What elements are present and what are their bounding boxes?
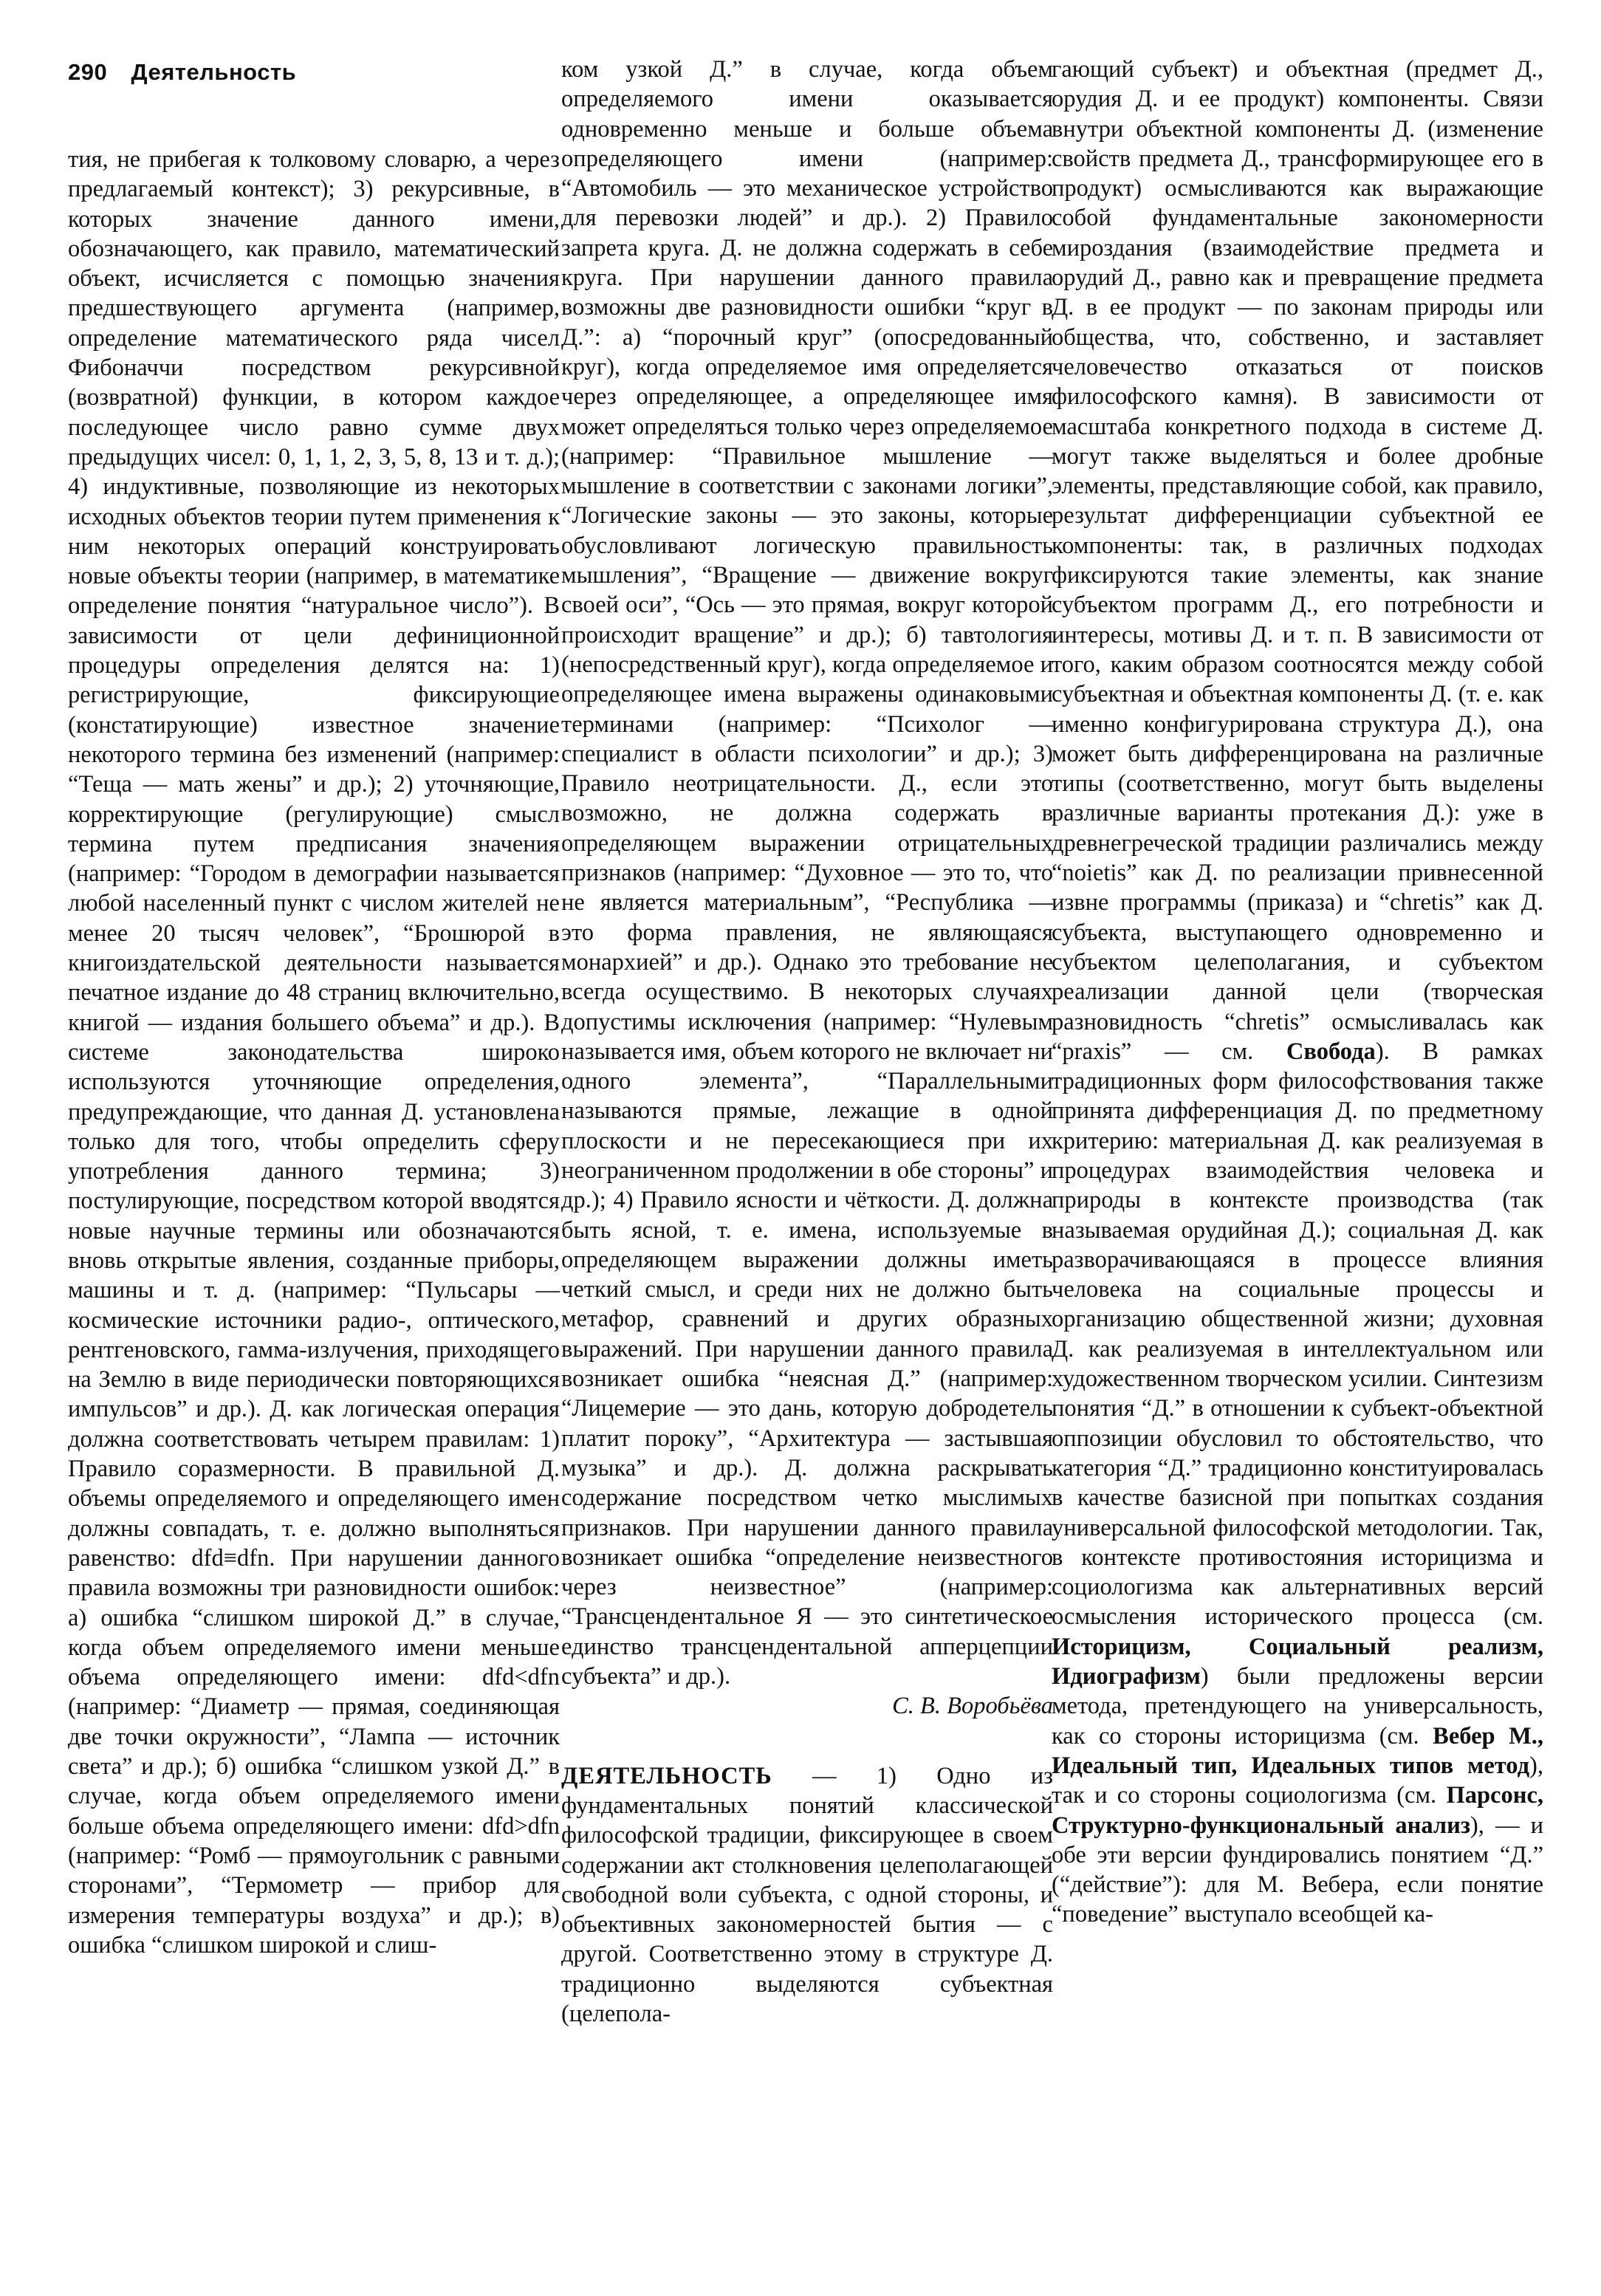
article-author: С. В. Воробьёва [892, 1693, 1053, 1720]
column-2-text: ком узкой Д.” в случае, когда объем определяемого имени оказывается одновременно меньше и больше объема определяющего имени (например: “Автомобиль — это механическое устройство для перевозки людей” и др.). 2) Правило запрета круга. Д. не должна содержать в себе круга. При нарушении данного правила возможны две разновидности ошибки “круг в Д.”: а) “порочный круг” (опосредованный круг), когда определяемое имя определяется через определяющее, а определяющее имя может определяться только через определяемое (например: “Правильное мышление — мышление в соответствии с законами логики”, “Логические законы — это законы, которые обусловливают логическую правильность мышления”, “Вращение — движение вокруг своей оси”, “Ось — это прямая, вокруг которой происходит вращение” и др.); б) тавтология (непосредственный круг), когда определяемое и определяющее имена выражены одинаковыми терминами (например: “Психолог — специалист в области психологии” и др.); 3) Правило неотрицательности. Д., если это возможно, не должна содержать в определяющем выражении отрицательных признаков (например: “Духовное — это то, что не является материальным”, “Республика — это форма правления, не являющаяся монархией” и др.). Однако это требование не всегда осуществимо. В некоторых случаях допустимы исключения (например: “Нулевым называется имя, объем которого не включает ни одного элемента”, “Параллельными называются прямые, лежащие в одной плоскости и не пересекающиеся при их неограниченном продолжении в обе стороны” и др.); 4) Правило ясности и чёткости. Д. должна быть ясной, т. е. имена, используемые в определяющем выражении должны иметь четкий смысл, и среди них не должно быть метафор, сравнений и других образных выражений. При нарушении данного правила возникает ошибка “неясная Д.” (например: “Лицемерие — это дань, которую добродетель платит пороку”, “Архитектура — застывшая музыка” и др.). Д. должна раскрывать содержание посредством четко мыслимых признаков. При нарушении данного правила возникает ошибка “определение неизвестного через неизвестное” (например: “Трансцендентальное Я — это синтетическое единство трансцендентальной апперцепции субъекта” и др.). [561, 56, 1053, 1690]
column-3-text-d: ), так и со стороны социологизма (см. [1052, 1752, 1543, 1809]
column-3-text-e: ), — и обе эти версии фундировались понятием “Д.” (“действие”): для М. Вебера, если понятие “поведение” выступало всеобщей ка- [1052, 1812, 1543, 1928]
column-3-text-b: ). В рамках традиционных форм философствования также принята дифференциация Д. по предметному критерию: материальная Д. как реализуемая в процедурах взаимодействия человека и природы в контексте производства (так называемая орудийная Д.); социальная Д. как разворачивающаяся в процессе влияния человека на социальные процессы и организацию общественной жизни; духовная Д. как реализуемая в интеллектуальном или художественном творческом усилии. Синтезизм понятия “Д.” в отношении к субъект-объектной оппозиции обусловил то обстоятельство, что категория “Д.” традиционно конституировалась в качестве базисной при попытках создания универсальной философской методологии. Так, в контексте противостояния историцизма и социологизма как альтернативных версий осмысления исторического процесса (см. [1052, 1038, 1543, 1631]
column-3-text [1052, 55, 1543, 1930]
entry-paragraph [561, 1761, 1053, 2029]
cross-ref-freedom: Свобода [1286, 1038, 1376, 1065]
column-1-text: тия, не прибегая к толковому словарю, а через предлагаемый контекст); 3) рекурсивные, в которых значение данного имени, обозначающего, как правило, математический объект, исчисляется с помощью значения предшествующего аргумента (например, определение математического ряда чисел Фибоначчи посредством рекурсивной (возвратной) функции, в котором каждое последующее число равно сумме двух предыдущих чисел: 0, 1, 1, 2, 3, 5, 8, 13 и т. д.); 4) индуктивные, позволяющие из некоторых исходных объектов теории путем применения к ним некоторых операций конструировать новые объекты теории (например, в математике определение понятия “натуральное число”). В зависимости от цели дефиниционной процедуры определения делятся на: 1) регистрирующие, фиксирующие (констатирующие) известное значение некоторого термина без изменений (например: “Теща — мать жены” и др.); 2) уточняющие, корректирующие (регулирующие) смысл термина путем предписания значения (например: “Городом в демографии называется любой населенный пункт с числом жителей не менее 20 тысяч человек”, “Брошюрой в книгоиздательской деятельности называется печатное издание до 48 страниц включительно, книгой — издания большего объема” и др.). В системе законодательства широко используются уточняющие определения, предупреждающие, что данная Д. установлена только для того, чтобы определить сферу употребления данного термина; 3) постулирующие, посредством которой вводятся новые научные термины или обозначаются вновь открытые явления, созданные приборы, машины и т. д. (например: “Пульсары — космические источники радио-, оптического, рентгеновского, гамма-излучения, приходящего на Землю в виде периодически повторяющихся импульсов” и др.). Д. как логическая операция должна соответствовать четырем правилам: 1) Правило соразмерности. В правильной Д. объемы определяемого и определяющего имен должны совпадать, т. е. должно выполняться равенство: dfd≡dfn. При нарушении данного правила возможны три разновидности ошибок: а) ошибка “слишком широкой Д.” в случае, когда объем определяемого имени меньше объема определяющего имени: dfd<dfn (например: “Диаметр — прямая, соединяющая две точки окружности”, “Лампа — источник света” и др.); б) ошибка “слишком узкой Д.” в случае, когда объем определяемого имени больше объема определяющего имени: dfd>dfn (например: “Ромб — прямоугольник с равными сторонами”, “Термометр — прибор для измерения температуры воздуха” и др.); в) ошибка “слишком широкой и слиш- [68, 146, 560, 1959]
running-header [68, 59, 296, 86]
running-title: Деятельность [131, 59, 297, 85]
text-column-3 [1052, 55, 1543, 1930]
page-number: 290 [68, 59, 108, 85]
text-column-1 [68, 145, 560, 1960]
entry-text: — 1) Одно из фундаментальных понятий классической философской традиции, фиксирующее в своем содержании акт столкновения целеполагающей свободной воли субъекта, с одной стороны, и объективных закономерностей бытия — с другой. Соответственно этому в структуре Д. традиционно выделяются субъектная (целепола- [561, 1762, 1053, 2027]
cross-ref-historicism: Историцизм, Социальный реализм, Идиографизм [1052, 1633, 1543, 1690]
column-3-text-c: ) были предложены версии метода, претендующего на универсальность, как со стороны историцизма (см. [1052, 1663, 1543, 1750]
text-column-2 [561, 55, 1053, 2029]
column-3-text-a: гающий субъект) и объектная (предмет Д., орудия Д. и ее продукт) компоненты. Связи внутри объектной компоненты Д. (изменение свойств предмета Д., трансформирующее его в продукт) осмысливаются как выражающие собой фундаментальные закономерности мироздания (взаимодействие предмета и орудий Д., равно как и превращение предмета Д. в ее продукт — по законам природы или общества, что, собственно, и заставляет человечество отказаться от поисков философского камня). В зависимости от масштаба конкретного подхода в системе Д. могут также выделяться и более дробные элементы, представляющие собой, как правило, результат дифференциации субъектной ее компоненты: так, в различных подходах фиксируются такие элементы, как знание субъектом программ Д., его потребности и интересы, мотивы Д. и т. п. В зависимости от того, каким образом соотносятся между собой субъектная и объектная компоненты Д. (т. е. как именно конфигурирована структура Д.), она может быть дифференцирована на различные типы (соответственно, могут быть выделены различные варианты протекания Д.): уже в древнегреческой традиции различались между “noietis” как Д. по реализации привнесенной извне программы (приказа) и “chretis” как Д. субъекта, выступающего одновременно и субъектом целеполагания, и субъектом реализации данной цели (творческая разновидность “chretis” осмысливалась как “praxis” — см. [1052, 56, 1543, 1065]
cross-ref-weber: Вебер М., Идеальный тип, Идеальных типов метод [1052, 1722, 1543, 1779]
cross-ref-parsons: Парсонс, Структурно-функциональный анализ [1052, 1782, 1543, 1839]
entry-title: ДЕЯТЕЛЬНОСТЬ [561, 1762, 772, 1789]
entry-separator [561, 1721, 1053, 1761]
